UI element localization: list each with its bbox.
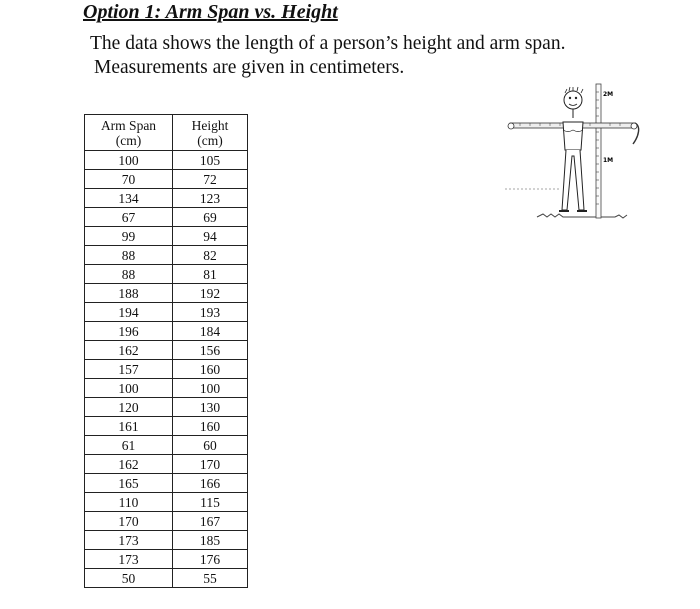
arm-span-cell: 100 [85, 151, 173, 170]
table-row [85, 531, 248, 550]
arm-span-cell: 196 [85, 322, 173, 341]
height-cell: 130 [173, 398, 248, 417]
table-row [85, 493, 248, 512]
table-header-row [85, 115, 248, 151]
table-row [85, 208, 248, 227]
header-arm-span [85, 115, 173, 151]
arm-span-cell: 173 [85, 531, 173, 550]
arm-span-cell: 99 [85, 227, 173, 246]
table-row [85, 189, 248, 208]
arm-span-cell: 100 [85, 379, 173, 398]
arm-span-cell: 157 [85, 360, 173, 379]
height-cell: 115 [173, 493, 248, 512]
arm-span-cell: 110 [85, 493, 173, 512]
table-row [85, 341, 248, 360]
height-cell: 192 [173, 284, 248, 303]
table-row [85, 227, 248, 246]
height-cell: 81 [173, 265, 248, 284]
measurements-table [84, 114, 248, 588]
height-cell: 166 [173, 474, 248, 493]
table-row [85, 322, 248, 341]
table-row [85, 265, 248, 284]
arm-span-illustration [505, 78, 655, 228]
header-height-label: Height [191, 117, 229, 133]
page-title: Option 1: Arm Span vs. Height [83, 1, 338, 23]
description-line-2: Measurements are given in centimeters. [94, 57, 405, 78]
table-body [85, 151, 248, 588]
table-row [85, 170, 248, 189]
arm-span-cell: 170 [85, 512, 173, 531]
table-row [85, 569, 248, 588]
arm-span-cell: 162 [85, 341, 173, 360]
arm-span-cell: 50 [85, 569, 173, 588]
height-cell: 185 [173, 531, 248, 550]
person-measuring-icon [505, 78, 655, 228]
arm-span-cell: 165 [85, 474, 173, 493]
height-cell: 156 [173, 341, 248, 360]
arm-span-cell: 161 [85, 417, 173, 436]
table-row [85, 246, 248, 265]
description [90, 32, 565, 80]
table-row [85, 303, 248, 322]
table-row [85, 550, 248, 569]
height-cell: 60 [173, 436, 248, 455]
height-cell: 160 [173, 417, 248, 436]
arm-span-cell: 70 [85, 170, 173, 189]
table-row [85, 455, 248, 474]
height-cell: 72 [173, 170, 248, 189]
arm-span-cell: 88 [85, 246, 173, 265]
height-cell: 170 [173, 455, 248, 474]
arm-span-cell: 194 [85, 303, 173, 322]
header-height [173, 115, 248, 151]
ruler-top-label: 2M [603, 91, 614, 98]
table-row [85, 436, 248, 455]
arm-span-cell: 173 [85, 550, 173, 569]
arm-span-cell: 188 [85, 284, 173, 303]
arm-span-cell: 134 [85, 189, 173, 208]
description-line-1: The data shows the length of a person’s height and arm span. [90, 33, 566, 54]
height-cell: 94 [173, 227, 248, 246]
height-cell: 123 [173, 189, 248, 208]
height-cell: 105 [173, 151, 248, 170]
table-row [85, 474, 248, 493]
height-cell: 55 [173, 569, 248, 588]
height-cell: 184 [173, 322, 248, 341]
height-cell: 160 [173, 360, 248, 379]
table-row [85, 398, 248, 417]
table-row [85, 284, 248, 303]
table-row [85, 379, 248, 398]
header-arm-span-unit: (cm) [115, 132, 142, 148]
height-cell: 100 [173, 379, 248, 398]
arm-span-cell: 67 [85, 208, 173, 227]
table-row [85, 512, 248, 531]
table-row [85, 417, 248, 436]
table-row [85, 360, 248, 379]
height-cell: 82 [173, 246, 248, 265]
height-cell: 167 [173, 512, 248, 531]
arm-span-cell: 61 [85, 436, 173, 455]
arm-span-cell: 88 [85, 265, 173, 284]
header-arm-span-label: Arm Span [100, 117, 157, 133]
table-row [85, 151, 248, 170]
height-cell: 176 [173, 550, 248, 569]
arm-span-cell: 162 [85, 455, 173, 474]
height-cell: 69 [173, 208, 248, 227]
ruler-mid-label: 1M [603, 157, 614, 164]
height-cell: 193 [173, 303, 248, 322]
arm-span-cell: 120 [85, 398, 173, 417]
header-height-unit: (cm) [197, 132, 223, 148]
